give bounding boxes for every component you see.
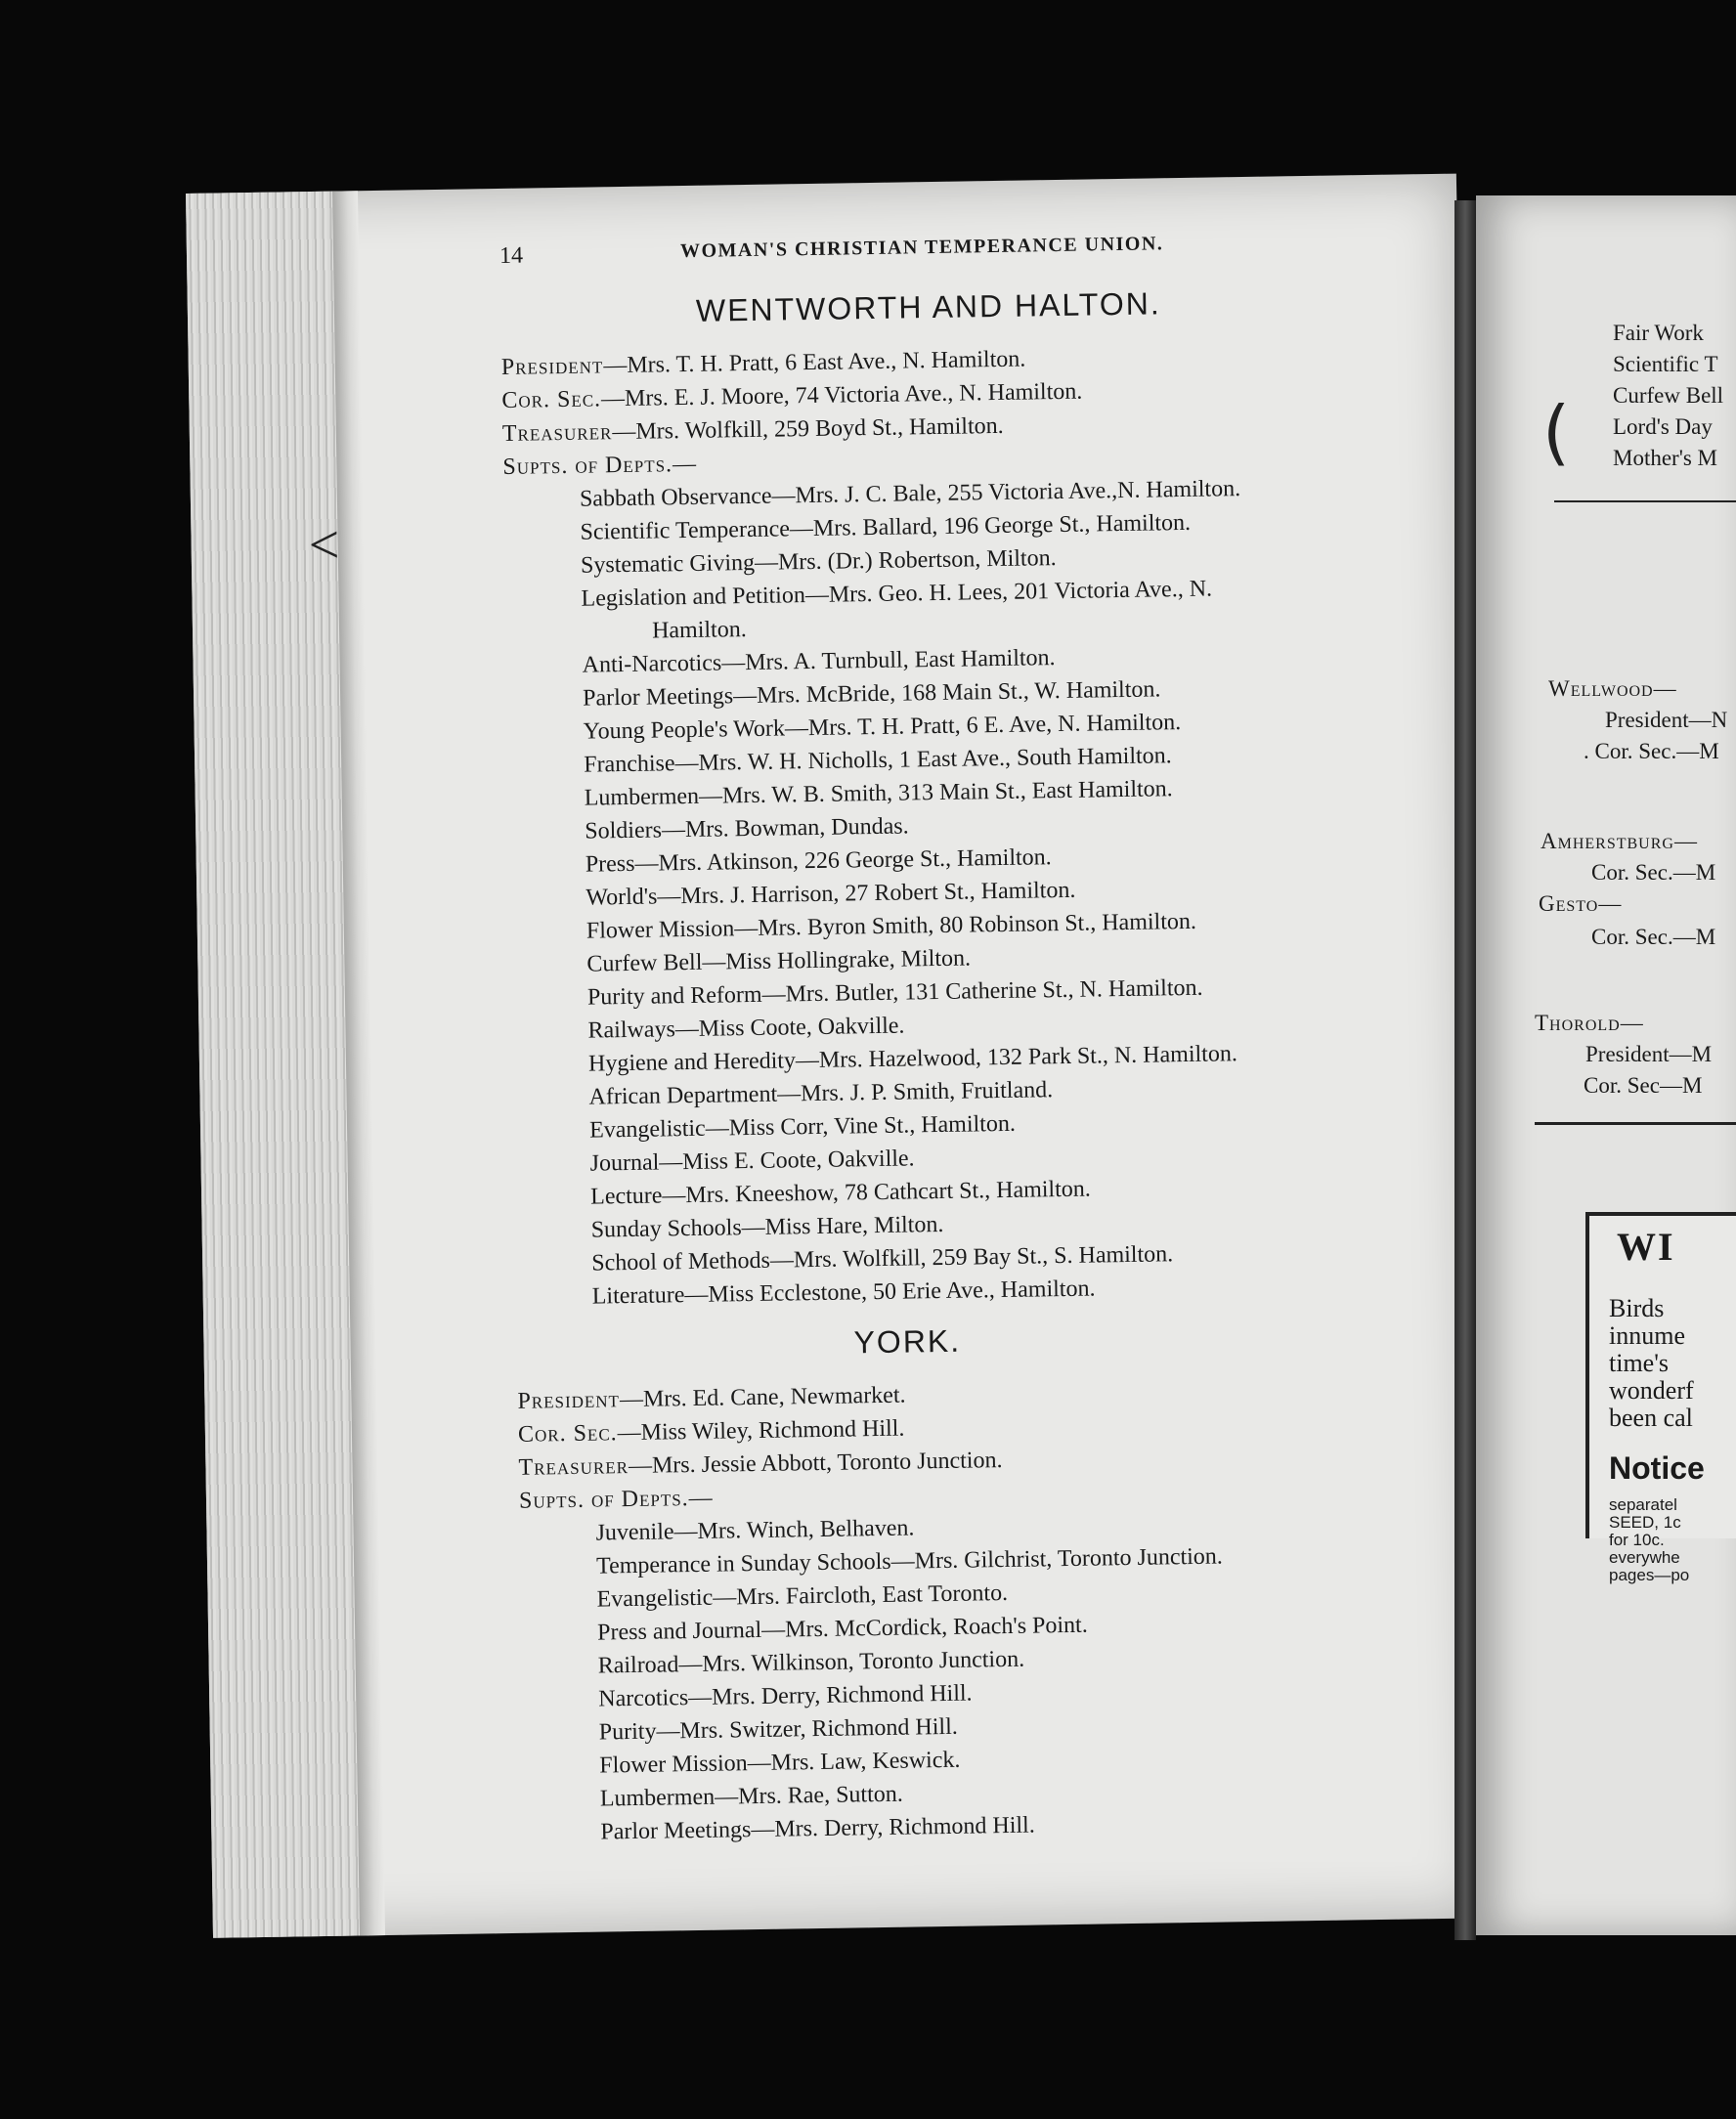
officer-value: —Mrs. Wolfkill, 259 Boyd St., Hamilton. (612, 412, 1004, 446)
dept-line: Purity—Mrs. Switzer, Richmond Hill. (598, 1713, 958, 1746)
dept-line: Young People's Work—Mrs. T. H. Pratt, 6 E. Ave, N. Hamilton. (583, 710, 1182, 745)
dept-line: Lumbermen—Mrs. Rae, Sutton. (599, 1781, 903, 1812)
margin-bracket-mark: < (308, 514, 340, 577)
officer-treasurer (502, 413, 1004, 448)
officer-label: Cor. Sec. (501, 386, 602, 413)
dept-line: Evangelistic—Mrs. Faircloth, East Toronto. (596, 1579, 1009, 1613)
officer-value: —Mrs. Jessie Abbott, Toronto Junction. (628, 1448, 1003, 1480)
branch-line: Cor. Sec—M (1584, 1073, 1703, 1098)
branch-line: . Cor. Sec.—M (1584, 739, 1719, 763)
dept-line: Purity and Reform—Mrs. Butler, 131 Catherine St., N. Hamilton. (586, 974, 1203, 1011)
dept-line: School of Methods—Mrs. Wolfkill, 259 Bay St., S. Hamilton. (591, 1241, 1174, 1276)
dept-line: Curfew Bell—Miss Hollingrake, Milton. (586, 945, 972, 977)
running-head: WOMAN'S CHRISTIAN TEMPERANCE UNION. (679, 233, 1164, 263)
officer-value: —Mrs. E. J. Moore, 74 Victoria Ave., N. Hamilton. (600, 378, 1083, 412)
dept-line: Railways—Miss Coote, Oakville. (587, 1013, 905, 1044)
branch-line: Cor. Sec.—M (1591, 860, 1716, 885)
section-rule (1554, 500, 1736, 502)
ad-small-line: SEED, 1c (1609, 1513, 1681, 1532)
branch-label-gesto: Gesto— (1539, 891, 1623, 916)
dept-line: Evangelistic—Miss Corr, Vine St., Hamilton. (588, 1110, 1017, 1144)
dept-line: Soldiers—Mrs. Bowman, Dundas. (585, 813, 909, 844)
dept-line: Scientific Temperance—Mrs. Ballard, 196 George St., Hamilton. (580, 509, 1192, 545)
right-list-item: Fair Work (1613, 321, 1704, 345)
officer-treasurer (518, 1448, 1002, 1482)
officer-label: President (500, 353, 604, 380)
dept-line: Franchise—Mrs. W. H. Nicholls, 1 East Ave., South Hamilton. (584, 743, 1172, 778)
ad-small-line: pages—po (1609, 1566, 1690, 1584)
dept-line: Press and Journal—Mrs. McCordick, Roach's Point. (596, 1612, 1088, 1646)
officer-value: —Mrs. T. H. Pratt, 6 East Ave., N. Hamilton. (603, 346, 1026, 379)
officer-cor-sec (501, 379, 1082, 414)
left-page (186, 174, 1484, 1938)
section-title-york: YORK. (853, 1322, 962, 1361)
right-page (1476, 195, 1736, 1935)
officer-value: —Mrs. Ed. Cane, Newmarket. (619, 1382, 906, 1413)
dept-line-continued: Hamilton. (651, 617, 747, 644)
branch-label-thorold: Thorold— (1535, 1011, 1644, 1035)
ad-notice: Notice (1609, 1450, 1705, 1486)
ad-text-line: been cal (1609, 1404, 1693, 1432)
ad-text-line: Birds (1609, 1294, 1665, 1322)
dept-line: African Department—Mrs. J. P. Smith, Fruitland. (588, 1077, 1054, 1110)
ad-text-line: innume (1609, 1321, 1685, 1350)
dept-line: Temperance in Sunday Schools—Mrs. Gilchrist, Toronto Junction. (595, 1543, 1224, 1579)
ad-text-line: wonderf (1609, 1376, 1694, 1405)
officer-value: —Miss Wiley, Richmond Hill. (617, 1415, 905, 1447)
officer-president (501, 347, 1026, 381)
dept-line: Press—Mrs. Atkinson, 226 George St., Hamilton. (585, 844, 1052, 878)
ad-heading: WI (1617, 1225, 1675, 1269)
officer-label: Cor. Sec. (517, 1420, 618, 1448)
ad-small-line: separatel (1609, 1495, 1677, 1514)
right-list-item: Mother's M (1613, 446, 1718, 470)
right-list-item: Scientific T (1613, 352, 1718, 376)
page-number: 14 (499, 242, 524, 269)
officer-label: Treasurer (501, 419, 613, 447)
dept-line: Narcotics—Mrs. Derry, Richmond Hill. (598, 1680, 973, 1712)
supts-label: Supts. of Depts.— (518, 1485, 714, 1514)
dept-line: Journal—Miss E. Coote, Oakville. (589, 1146, 915, 1177)
dept-line: Railroad—Mrs. Wilkinson, Toronto Junction. (597, 1646, 1025, 1679)
dept-line: Anti-Narcotics—Mrs. A. Turnbull, East Hamilton. (582, 645, 1056, 678)
dept-line: Lumbermen—Mrs. W. B. Smith, 313 Main St., East Hamilton. (584, 776, 1173, 811)
dept-line: Flower Mission—Mrs. Law, Keswick. (599, 1747, 961, 1779)
book-spine (1454, 200, 1476, 1940)
dept-line: Parlor Meetings—Mrs. Derry, Richmond Hill. (600, 1812, 1035, 1845)
section-rule (1535, 1122, 1736, 1125)
officer-label: Treasurer (518, 1453, 629, 1481)
ad-small-line: for 10c. (1609, 1531, 1665, 1549)
ad-small-line: everywhe (1609, 1548, 1680, 1567)
section-title-wentworth: WENTWORTH AND HALTON. (695, 285, 1161, 328)
branch-line: Cor. Sec.—M (1591, 925, 1716, 949)
branch-label-wellwood: Wellwood— (1548, 676, 1677, 701)
dept-line: Hygiene and Heredity—Mrs. Hazelwood, 132 Park St., N. Hamilton. (587, 1041, 1238, 1077)
dept-line: Systematic Giving—Mrs. (Dr.) Robertson, Milton. (580, 545, 1057, 579)
dept-line: Flower Mission—Mrs. Byron Smith, 80 Robinson St., Hamilton. (586, 908, 1197, 944)
dept-line: Parlor Meetings—Mrs. McBride, 168 Main St., W. Hamilton. (582, 676, 1161, 712)
advertisement-box (1585, 1212, 1736, 1584)
officer-cor-sec (518, 1416, 905, 1449)
dept-line: Sunday Schools—Miss Hare, Milton. (590, 1211, 944, 1243)
dept-line: Legislation and Petition—Mrs. Geo. H. Lees, 201 Victoria Ave., N. (581, 576, 1213, 612)
officer-president (517, 1383, 905, 1415)
margin-paren-mark: ( (1542, 391, 1571, 473)
dept-line: Lecture—Mrs. Kneeshow, 78 Cathcart St., Hamilton. (589, 1176, 1091, 1210)
dept-line: World's—Mrs. J. Harrison, 27 Robert St., Hamilton. (586, 877, 1076, 911)
officer-label: President (517, 1387, 621, 1414)
dept-line: Literature—Miss Ecclestone, 50 Erie Ave., Hamilton. (591, 1276, 1096, 1310)
supts-label: Supts. of Depts.— (502, 451, 698, 480)
dept-line: Juvenile—Mrs. Winch, Belhaven. (595, 1515, 915, 1546)
ad-text-line: time's (1609, 1349, 1670, 1377)
right-list-item: Curfew Bell (1613, 383, 1724, 408)
branch-line: President—M (1585, 1042, 1713, 1066)
right-list-item: Lord's Day (1613, 414, 1713, 439)
dept-line: Sabbath Observance—Mrs. J. C. Bale, 255 Victoria Ave.,N. Hamilton. (579, 476, 1241, 512)
branch-label-amherstburg: Amherstburg— (1541, 829, 1698, 853)
branch-line: President—N (1605, 708, 1728, 732)
